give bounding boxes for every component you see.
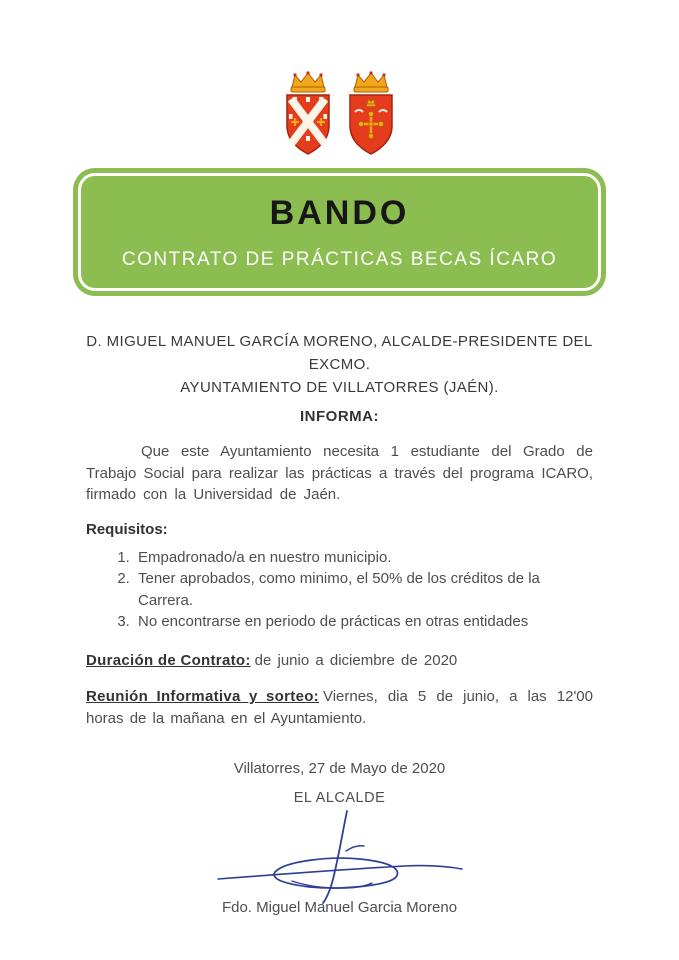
requisito-item: 2. Tener aprobados, como minimo, el 50% de los créditos de la Carrera. <box>134 568 593 611</box>
requisitos-heading: Requisitos: <box>86 520 168 538</box>
duracion-value: de junio a diciembre de 2020 <box>254 651 458 669</box>
mayor-heading <box>86 330 593 399</box>
coat-of-arms-row <box>0 70 679 156</box>
duracion-line <box>86 650 593 672</box>
signer-title: EL ALCALDE <box>293 790 386 806</box>
intro-paragraph: Que este Ayuntamiento necesita 1 estudiante del Grado de Trabajo Social para realizar las prácticas a través del programa ICARO, firmado con la Universidad de Jaén. <box>86 443 593 503</box>
signature-block <box>86 809 593 905</box>
informa-label: INFORMA: <box>300 408 379 425</box>
duracion-label: Duración de Contrato: <box>86 651 251 669</box>
signature-name: Fdo. Miguel Manuel Garcia Moreno <box>221 899 458 916</box>
requisito-item: 3. No encontrarse en periodo de prácticas en otras entidades <box>134 611 593 633</box>
reunion-label: Reunión Informativa y sorteo: <box>86 688 319 705</box>
requisito-item: 1. Empadronado/a en nuestro municipio. <box>134 547 593 569</box>
reunion-value: Viernes, dia 5 de junio, a las 12'00 horas de la mañana en el Ayuntamiento. <box>86 688 593 727</box>
reunion-line <box>86 686 593 729</box>
date-line: Villatorres, 27 de Mayo de 2020 <box>233 760 446 777</box>
banner-title: BANDO <box>269 193 410 232</box>
mayor-heading-line1: D. MIGUEL MANUEL GARCÍA MORENO, ALCALDE-PRESIDENTE DEL EXCMO. <box>86 333 593 373</box>
bando-banner <box>73 168 606 296</box>
requisitos-list <box>86 547 593 633</box>
mayor-heading-line2: AYUNTAMIENTO DE VILLATORRES (JAÉN). <box>180 379 499 396</box>
coat-of-arms-saltire-icon <box>280 70 336 156</box>
bando-banner-frame <box>78 173 601 291</box>
coat-of-arms-cross-icon <box>343 70 399 156</box>
banner-subtitle: CONTRATO DE PRÁCTICAS BECAS ÍCARO <box>121 248 558 270</box>
signature-icon <box>200 809 480 905</box>
document-body <box>0 330 679 916</box>
